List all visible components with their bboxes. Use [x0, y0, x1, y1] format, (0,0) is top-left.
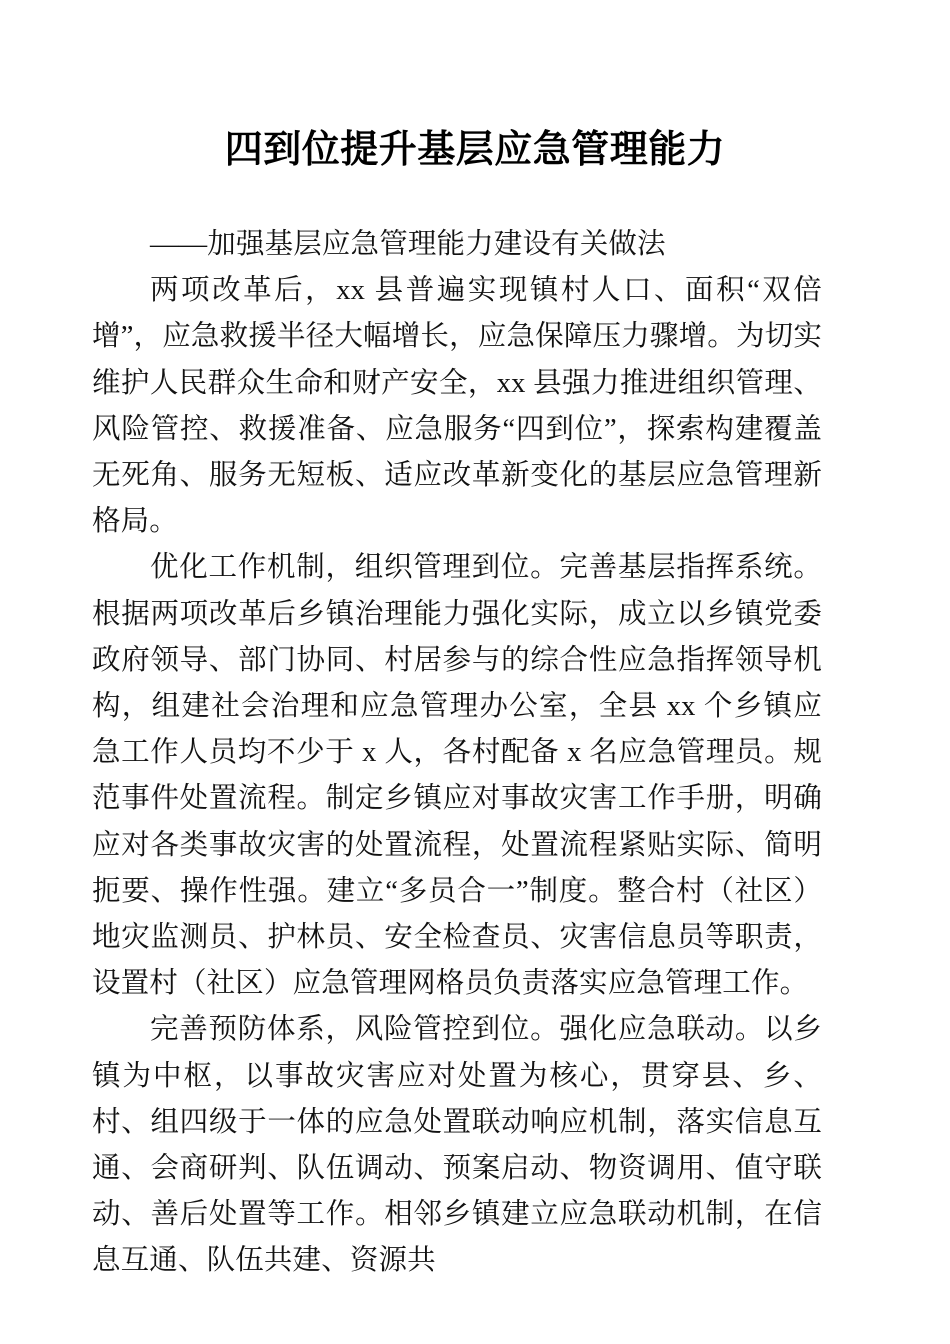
body-paragraph-1: 两项改革后，xx 县普遍实现镇村人口、面积“双倍增”，应急救援半径大幅增长，应急保障压力骤增。为切实维护人民群众生命和财产安全，xx 县强力推进组织管理、风险管控、救援准备、应急服务“四到位”，探索构建覆盖无死角、服务无短板、适应改革新变化的基层应急管理新格局。 [92, 275, 822, 538]
subtitle-line: ——加强基层应急管理能力建设有关做法 [150, 229, 666, 260]
page-title: 四到位提升基层应急管理能力 [224, 129, 726, 171]
body-paragraph-3: 完善预防体系，风险管控到位。强化应急联动。以乡镇为中枢，以事故灾害应对处置为核心，贯穿县、乡、村、组四级于一体的应急处置联动响应机制，落实信息互通、会商研判、队伍调动、预案启动、物资调用、值守联动、善后处置等工作。相邻乡镇建立应急联动机制，在信息互通、队伍共建、资源共 [92, 1014, 822, 1277]
body-paragraph-2: 优化工作机制，组织管理到位。完善基层指挥系统。根据两项改革后乡镇治理能力强化实际，成立以乡镇党委政府领导、部门协同、村居参与的综合性应急指挥领导机构，组建社会治理和应急管理办公室，全县 xx 个乡镇应急工作人员均不少于 x 人，各村配备 x 名应急管理员。规范事件处置流程。制定乡镇应对事故灾害工作手册，明确应对各类事故灾害的处置流程，处置流程紧贴实际、简明扼要、操作性强。建立“多员合一”制度。整合村（社区）地灾监测员、护林员、安全检查员、灾害信息员等职责，设置村（社区）应急管理网格员负责落实应急管理工作。 [92, 552, 822, 1000]
document-body [92, 222, 822, 1285]
